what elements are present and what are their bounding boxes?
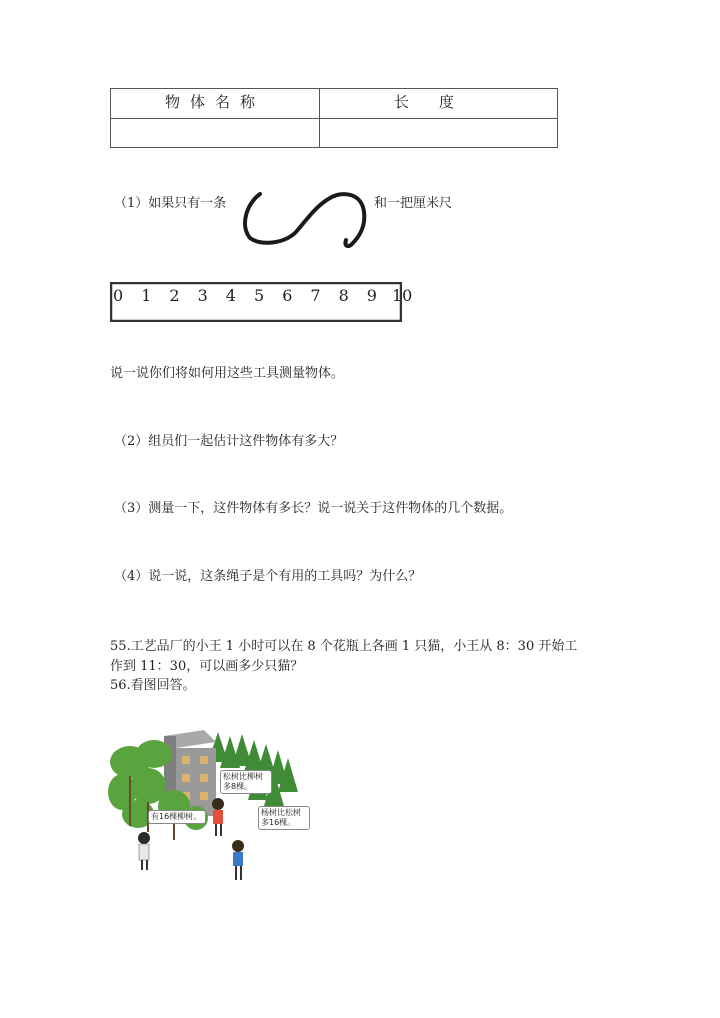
table-header-row xyxy=(111,89,557,119)
problem-56-title: 56.看图回答。 xyxy=(110,678,196,693)
problem-55-line2: 作到 11：30，可以画多少只猫？ xyxy=(110,659,304,674)
trees-illustration xyxy=(108,722,314,884)
centimeter-ruler xyxy=(110,282,413,322)
child-boy-2 xyxy=(232,840,244,880)
ruler-tick-label: 5 xyxy=(254,286,265,305)
ruler-tick-label: 2 xyxy=(169,286,180,305)
table-cell-object xyxy=(111,118,319,147)
table-row xyxy=(111,118,557,147)
ruler-tick-label: 0 xyxy=(113,286,124,305)
ruler-tick-label: 7 xyxy=(310,286,321,305)
ruler-tick-label: 3 xyxy=(197,286,208,305)
question-2: （2）组员们一起估计这件物体有多大？ xyxy=(114,434,344,449)
q1-suffix: 和一把厘米尺 xyxy=(374,196,453,211)
speech-bubble-willow: 有16棵柳树。 xyxy=(148,810,206,824)
header-object-name: 物体名称 xyxy=(164,93,265,111)
header-length: 长度 xyxy=(319,89,558,118)
ruler-tick-label: 1 xyxy=(141,286,152,305)
speech-bubble-pine: 松树比柳树多8棵。 xyxy=(220,770,272,794)
trees-scene xyxy=(108,722,314,884)
child-girl xyxy=(138,832,150,870)
table-cell-length xyxy=(319,118,558,147)
problem-55-line1: 55.工艺品厂的小王 1 小时可以在 8 个花瓶上各画 1 只猫，小王从 8：30 开始工 xyxy=(110,639,578,654)
child-boy-1 xyxy=(212,798,224,836)
rope-icon xyxy=(238,186,370,252)
question-3: （3）测量一下，这件物体有多长？说一说关于这件物体的几个数据。 xyxy=(114,501,513,516)
ruler-tick-label: 4 xyxy=(225,286,236,305)
instruction-text: 说一说你们将如何用这些工具测量物体。 xyxy=(110,366,345,381)
q1-prefix: （1）如果只有一条 xyxy=(114,196,227,211)
measurement-table xyxy=(110,88,558,148)
ruler-tick-label: 6 xyxy=(282,286,293,305)
ruler-tick-label: 8 xyxy=(338,286,349,305)
ruler-tick-label: 9 xyxy=(366,286,377,305)
ruler-tick-label: 10 xyxy=(392,286,413,305)
question-4: （4）说一说，这条绳子是个有用的工具吗？为什么？ xyxy=(114,569,422,584)
speech-bubble-poplar: 杨树比松树多16棵。 xyxy=(258,806,310,830)
